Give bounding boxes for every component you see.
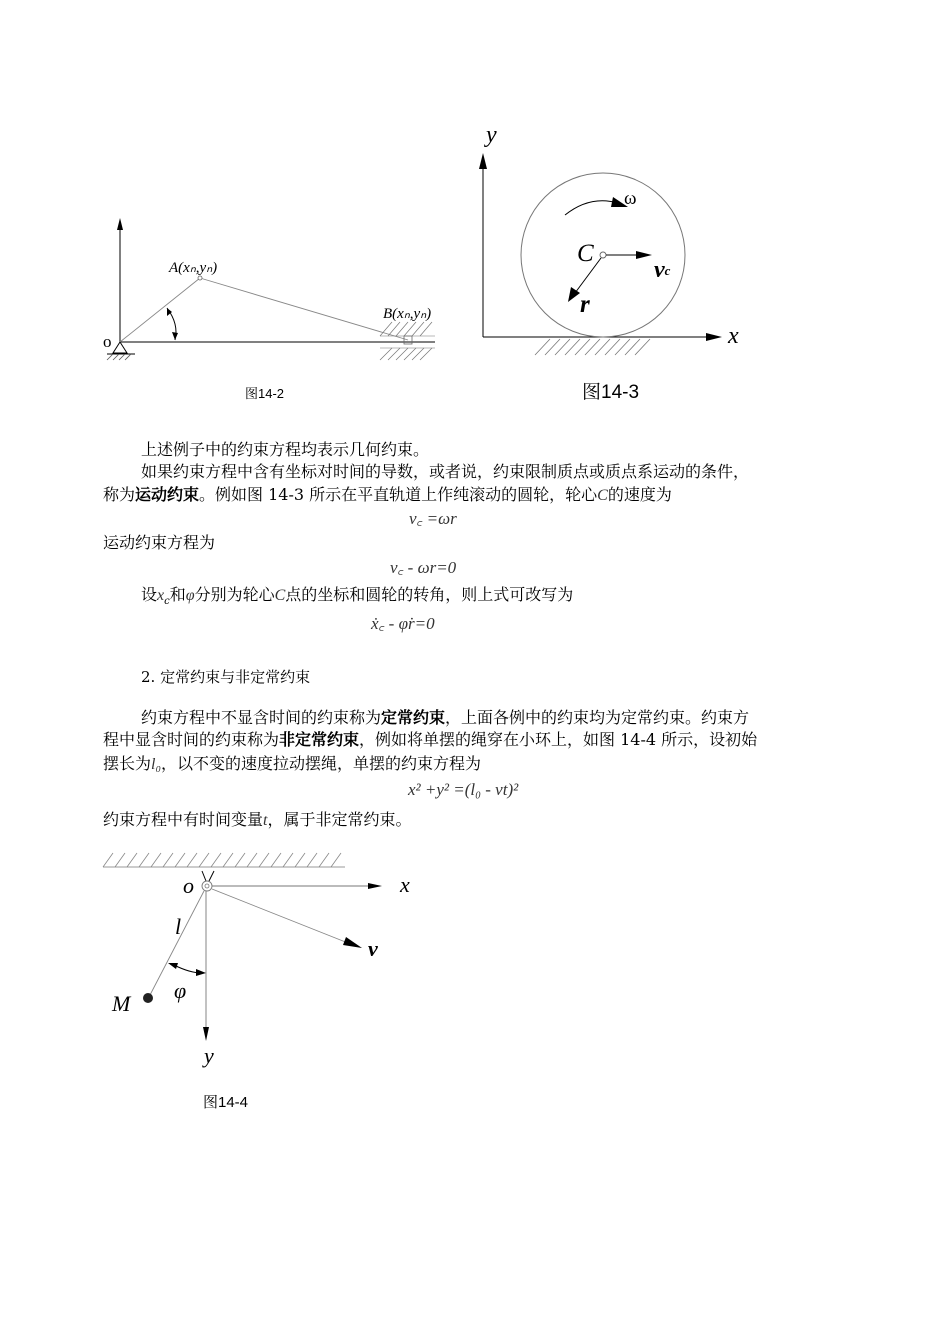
paragraph-8 — [103, 808, 411, 833]
fig3-label-r: r — [580, 291, 590, 318]
fig2-rod-AB — [200, 278, 408, 340]
text-run: 的速度为 — [607, 485, 672, 504]
fig2-label-A: A(xₙ,yₙ) — [169, 260, 218, 276]
section-heading: 2. 定常约束与非定常约束 — [141, 668, 311, 686]
fig4-label-o: o — [183, 873, 194, 898]
fig3-ground-hatch — [535, 339, 650, 355]
figure-14-3 — [470, 115, 760, 365]
fig4-bob-M — [143, 993, 153, 1003]
text-run: ，属于非定常约束。 — [267, 810, 412, 829]
fig4-label-M: M — [112, 991, 131, 1016]
fig4-label-v: v — [368, 936, 378, 961]
figure-14-4 — [100, 845, 430, 1075]
sub-c: c — [164, 596, 170, 608]
text-run: 摆长为 — [103, 754, 152, 773]
fig2-crank-OA — [120, 278, 200, 342]
text-run: ，上面各例中的约束均为定常约束。约束方 — [445, 708, 750, 727]
fig4-label-x: x — [400, 872, 410, 897]
var-C: C — [597, 487, 608, 504]
var-x: x — [157, 587, 165, 604]
paragraph-1: 上述例子中的约束方程均表示几何约束。 — [141, 440, 430, 459]
fig2-joint-A — [198, 276, 202, 280]
paragraph-5 — [141, 706, 749, 730]
var-C: C — [274, 587, 286, 604]
fig2-label-o: o — [103, 332, 112, 351]
equation-2: v꜀ - ωr=0 — [390, 558, 457, 577]
paragraph-6 — [103, 728, 757, 752]
fig4-label-y: y — [204, 1043, 214, 1068]
text-run: 。例如图 14-3 所示在平直轨道上作纯滚动的圆轮，轮心 — [199, 485, 598, 504]
paragraph-4 — [141, 583, 573, 614]
fig2-pivot-support — [113, 342, 127, 353]
fig3-center-C — [600, 252, 606, 258]
text-run: 约束方程中不显含时间的约束称为 — [141, 708, 382, 727]
fig4-label-l: l — [175, 914, 182, 939]
var-phi: φ — [185, 587, 195, 604]
fig4-ceiling-hatch — [103, 853, 341, 867]
var-t: t — [263, 812, 268, 829]
paragraph-3: 运动约束方程为 — [103, 533, 216, 552]
term-rheonomic: 非定常约束 — [279, 730, 360, 749]
text-run: ，例如将单摆的绳穿在小环上，如图 14-4 所示，设初始 — [359, 730, 758, 749]
text-run: 点的坐标和圆轮的转角，则上式可改写为 — [285, 585, 574, 604]
fig3-label-x: x — [728, 323, 739, 349]
fig4-v-arrow — [212, 889, 348, 943]
fig3-label-omega: ω — [624, 188, 637, 209]
equation-3: ẋ꜀ - φ̇r=0 — [371, 614, 435, 633]
fig2-ground-hatch — [107, 354, 131, 360]
text-run: 约束方程中有时间变量 — [103, 810, 264, 829]
fig4-label-phi: φ — [174, 978, 187, 1003]
paragraph-2-line-2 — [103, 483, 672, 508]
fig2-guide-hatch — [380, 322, 432, 360]
term-kinematic-constraint: 运动约束 — [135, 485, 200, 504]
equation-1: v꜀ =ωr — [409, 509, 457, 528]
paragraph-7 — [103, 752, 481, 777]
text-run: 设 — [141, 585, 158, 604]
fig3-x-arrowhead — [706, 333, 722, 341]
term-scleronomic: 定常约束 — [381, 708, 446, 727]
text-run: 称为 — [103, 485, 136, 504]
text-run: 程中显含时间的约束称为 — [103, 730, 280, 749]
text-run: 分别为轮心 — [194, 585, 275, 604]
fig3-omega-arc — [565, 201, 618, 215]
fig14-3-caption: 图14-3 — [582, 382, 640, 403]
text-run: 和 — [169, 585, 186, 604]
text-run: ，以不变的速度拉动摆绳，单摆的约束方程为 — [161, 754, 482, 773]
paragraph-2-line-1: 如果约束方程中含有坐标对时间的导数，或者说，约束限制质点或质点系运动的条件， — [141, 462, 750, 481]
fig2-label-B: B(xₙ,yₙ) — [383, 306, 432, 322]
fig3-label-y: y — [486, 122, 497, 148]
equation-4: x² +y² =(l₀ - vt)² — [408, 780, 519, 799]
fig14-4-caption: 图14-4 — [203, 1094, 249, 1111]
fig4-ring-o — [202, 881, 212, 891]
fig3-label-vc: vc — [654, 257, 671, 283]
figure-14-2 — [95, 210, 455, 410]
fig3-y-arrowhead — [479, 153, 487, 169]
fig2-y-arrowhead — [117, 218, 123, 230]
fig14-2-caption: 图14-2 — [245, 386, 285, 401]
var-l0: l₀ — [151, 756, 162, 773]
fig3-label-C: C — [577, 240, 594, 267]
